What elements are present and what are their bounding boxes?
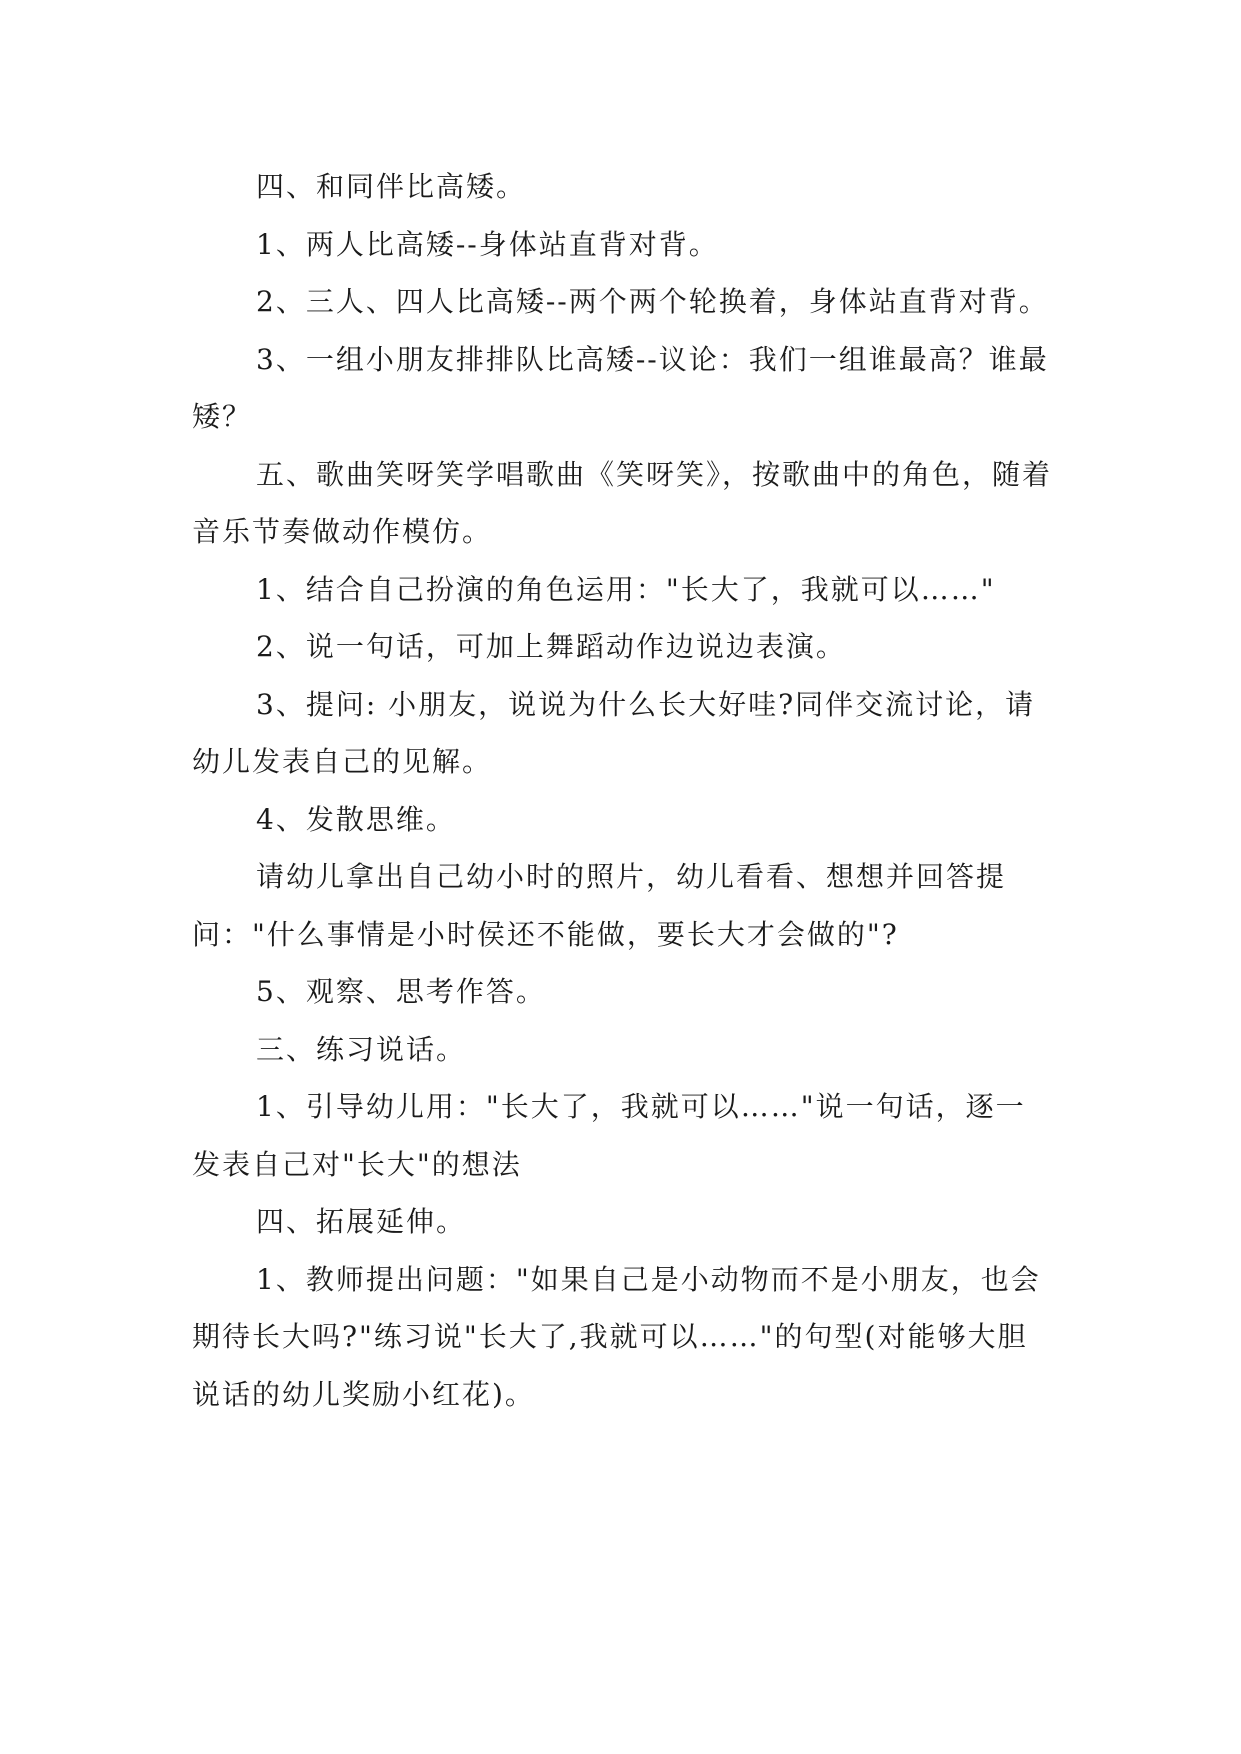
list-item: 3、提问: 小朋友，说说为什么长大好哇?同伴交流讨论，请幼儿发表自己的见解。 [192, 687, 1036, 778]
list-item: 2、说一句话，可加上舞蹈动作边说边表演。 [256, 630, 846, 663]
section-heading-extension: 四、拓展延伸。 [256, 1205, 467, 1238]
document-body [192, 158, 1052, 1423]
list-item: 4、发散思维。 [256, 802, 456, 836]
section-heading-speaking: 三、练习说话。 [256, 1032, 467, 1066]
list-item: 1、引导幼儿用："长大了，我就可以……"说一句话，逐一发表自己对"长大"的想法 [192, 1090, 1026, 1181]
list-item: 1、教师提出问题："如果自己是小动物而不是小朋友，也会期待长大吗?"练习说"长大了,我就可以……"的句型(对能够大胆说话的幼儿奖励小红花)。 [192, 1262, 1041, 1411]
list-item: 2、三人、四人比高矮--两个两个轮换着，身体站直背对背。 [256, 285, 1049, 318]
list-item: 1、两人比高矮--身体站直背对背。 [256, 227, 719, 261]
body-paragraph: 请幼儿拿出自己幼小时的照片，幼儿看看、想想并回答提问："什么事情是小时侯还不能做，要长大才会做的"? [192, 860, 1007, 951]
list-item: 1、结合自己扮演的角色运用："长大了，我就可以……" [256, 572, 996, 606]
section-heading-compare-height: 四、和同伴比高矮。 [256, 170, 527, 203]
list-item: 3、一组小朋友排排队比高矮--议论：我们一组谁最高？谁最矮？ [192, 342, 1049, 433]
section-heading-song: 五、歌曲笑呀笑学唱歌曲《笑呀笑》，按歌曲中的角色，随着音乐节奏做动作模仿。 [192, 457, 1053, 548]
list-item: 5、观察、思考作答。 [256, 975, 546, 1008]
